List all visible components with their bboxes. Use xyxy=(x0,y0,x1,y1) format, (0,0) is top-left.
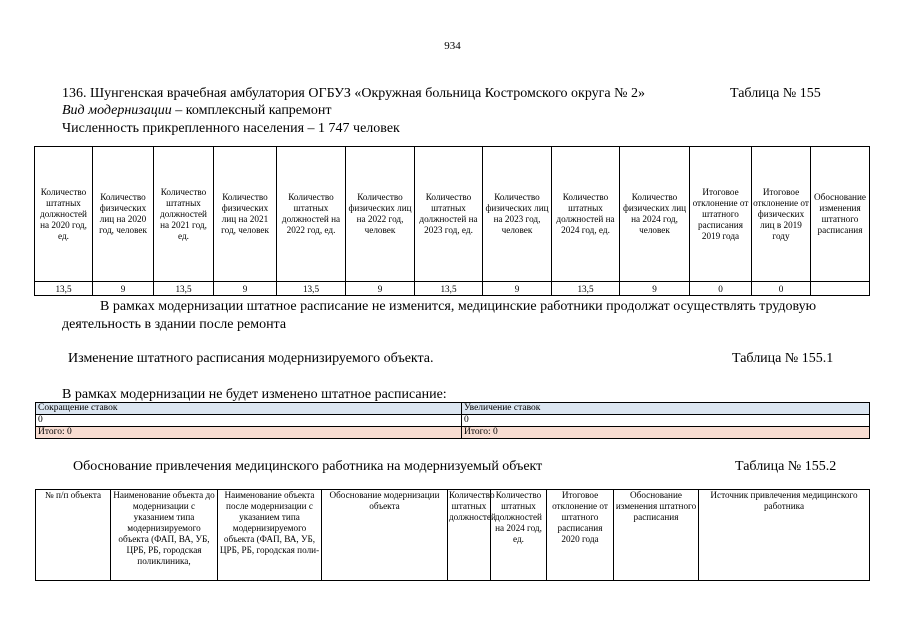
table-cell: 0 xyxy=(690,282,752,296)
modernization-label: Вид модернизации xyxy=(62,103,172,118)
table-row xyxy=(35,282,870,296)
staffing-change-table xyxy=(35,402,870,439)
header-cell: № п/п объекта xyxy=(36,490,111,581)
table-cell: 9 xyxy=(346,282,415,296)
table-cell: 9 xyxy=(93,282,154,296)
table-label-155-1: Таблица № 155.1 xyxy=(732,351,834,366)
totals-row xyxy=(36,427,870,439)
total-cell: Итого: 0 xyxy=(462,427,870,439)
header-cell: Количество штатных должностей xyxy=(448,490,491,581)
table-cell: 0 xyxy=(752,282,811,296)
header-cell: Наименование объекта после модернизации с указанием типа модернизируемого объекта (ФАП, ВА, УБ, ЦРБ, РБ, городская поли- xyxy=(218,490,322,581)
staff-attraction-table xyxy=(35,489,870,581)
population-line: Численность прикрепленного населения – 1 747 человек xyxy=(62,121,400,136)
header-cell: Источник привлечения медицинского работника xyxy=(699,490,870,581)
header-cell: Количество штатных должностей на 2021 год, ед. xyxy=(154,147,214,282)
table-cell: 9 xyxy=(483,282,552,296)
section-title: 136. Шунгенская врачебная амбулатория ОГБУЗ «Окружная больница Костромского округа № 2» xyxy=(62,86,645,101)
header-cell: Количество физических лиц на 2020 год, человек xyxy=(93,147,154,282)
header-cell: Наименование объекта до модернизации с указанием типа модернизируемого объекта (ФАП, ВА, УБ, ЦРБ, РБ, городская поликлиника, xyxy=(111,490,218,581)
header-cell: Количество штатных должностей на 2020 год, ед. xyxy=(35,147,93,282)
header-cell: Итоговое отклонение от штатного расписания 2020 года xyxy=(547,490,614,581)
table-header-row xyxy=(36,490,870,581)
page-number: 934 xyxy=(444,40,461,52)
table-label-155: Таблица № 155 xyxy=(730,86,821,101)
table-header-row xyxy=(35,147,870,282)
header-cell: Количество штатных должностей на 2023 год, ед. xyxy=(415,147,483,282)
modernization-paragraph xyxy=(62,298,842,334)
section2-note: В рамках модернизации не будет изменено штатное расписание: xyxy=(62,387,447,402)
table-cell: 9 xyxy=(214,282,277,296)
paragraph-text: В рамках модернизации штатное расписание не изменится, медицинские работники продолжат осуществлять трудовую деятельность в здании после ремонта xyxy=(62,299,817,332)
header-cell: Итоговое отклонение от физических лиц в 2019 году xyxy=(752,147,811,282)
header-cell: Увеличение ставок xyxy=(462,403,870,415)
table-cell xyxy=(811,282,870,296)
table-row xyxy=(36,415,870,427)
header-cell: Обоснование модернизации объекта xyxy=(322,490,448,581)
header-cell: Количество физических лиц на 2022 год, человек xyxy=(346,147,415,282)
header-cell: Количество физических лиц на 2021 год, человек xyxy=(214,147,277,282)
staffing-table-155 xyxy=(34,146,870,296)
table-cell: 13,5 xyxy=(277,282,346,296)
table-label-155-2: Таблица № 155.2 xyxy=(735,459,837,474)
header-cell: Количество штатных должностей на 2024 год, ед. xyxy=(552,147,620,282)
section2-title: Изменение штатного расписания модернизируемого объекта. xyxy=(68,351,434,366)
header-cell: Итоговое отклонение от штатного расписания 2019 года xyxy=(690,147,752,282)
header-cell: Количество штатных должностей на 2022 год, ед. xyxy=(277,147,346,282)
header-cell: Сокращение ставок xyxy=(36,403,462,415)
header-cell: Обоснование изменения штатного расписания xyxy=(811,147,870,282)
table-cell: 0 xyxy=(36,415,462,427)
table-cell: 0 xyxy=(462,415,870,427)
modernization-value: – комплексный капремонт xyxy=(171,103,332,118)
table-cell: 13,5 xyxy=(552,282,620,296)
table-cell: 13,5 xyxy=(154,282,214,296)
modernization-type xyxy=(62,102,332,119)
header-cell: Количество штатных должностей на 2024 год, ед. xyxy=(491,490,547,581)
header-cell: Обоснование изменения штатного расписания xyxy=(614,490,699,581)
header-cell: Количество физических лиц на 2023 год, человек xyxy=(483,147,552,282)
table-cell: 9 xyxy=(620,282,690,296)
header-cell: Количество физических лиц на 2024 год, человек xyxy=(620,147,690,282)
table-header-row xyxy=(36,403,870,415)
section3-title: Обоснование привлечения медицинского работника на модернизуемый объект xyxy=(73,459,543,474)
table-cell: 13,5 xyxy=(415,282,483,296)
table-cell: 13,5 xyxy=(35,282,93,296)
total-cell: Итого: 0 xyxy=(36,427,462,439)
